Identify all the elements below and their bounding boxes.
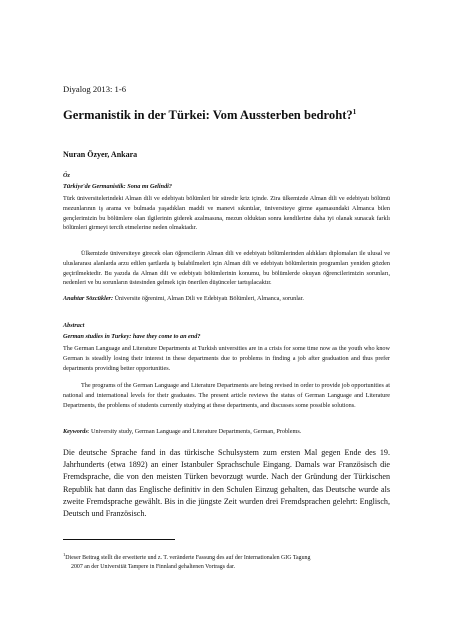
abstract-heading: Abstract bbox=[63, 322, 85, 329]
oz-paragraph-2 bbox=[63, 249, 390, 288]
abstract-paragraph-1-text: The German Language and Literature Departments at Turkish universities are in a crisis for some time now as the youth who know German is steadily losing their interest in these departments due to problems in finding a job after graduation and thus prefer departments providing better opportunities. bbox=[63, 345, 390, 372]
abstract-keywords bbox=[63, 427, 390, 437]
oz-paragraph-2-text: Ülkemizde üniversiteye girecek olan öğrencilerin Alman dili ve edebiyatı bölümlerinden aldıkları diplomaları ile ulusal ve uluslararası alanlarda arzu edilen şartlarda iş bulabilmeleri için Alman dili ve edebiyatı bölümlerinin programları yeniden gözden geçirilmektedir. Bu yazıda da Alman dili ve edebiyatı bölümlerinin konumu, bu bölümlerde okuyan öğrencilerimizin sorunları, nedenleri ve bu sorunların üstesinden gelmek için önerilen düşünceler tartışılacaktır. bbox=[63, 250, 390, 287]
oz-subtitle: Türkiye'de Germanistik: Sona mı Gelindi? bbox=[63, 183, 172, 190]
footnote-marker: 1 bbox=[63, 552, 66, 557]
oz-heading: Öz bbox=[63, 172, 70, 179]
footnote-divider bbox=[63, 539, 175, 540]
abstract-subtitle: German studies in Turkey: have they come to an end? bbox=[63, 333, 201, 340]
footnote bbox=[63, 551, 390, 572]
abstract-paragraph-1 bbox=[63, 344, 390, 373]
footnote-text-1: Dieser Beitrag stellt die erweiterte und z. T. veränderte Fassung des auf der Internationalen GIG Tagung bbox=[65, 555, 311, 561]
oz-keywords bbox=[63, 294, 390, 304]
title-footnote-marker[interactable]: 1 bbox=[352, 108, 357, 116]
abstract-paragraph-2 bbox=[63, 381, 390, 410]
abstract-keywords-text: : University study, German Language and Literature Departments, German, Problems. bbox=[87, 428, 302, 435]
oz-paragraph-1-text: Türk üniversitelerindeki Alman dili ve edebiyatı bölümleri bir süredir kriz içinde. Zira ülkemizde Alman dili ve edebiyatı bölümü mezunlarının iş arama ve bulmada yaşadıkları maddi ve manevi sıkıntılar, üniversiteye girme aşamasındaki Almanca bilen gençlerimizin bu bölümlere olan ilgilerinin giderek azalmasına, mezun olduktan sonra kendilerine daha iyi olanak sunacak farklı bölümleri girmeyi tercih etmelerine neden olmaktadır. bbox=[63, 195, 390, 232]
journal-reference: Diyalog 2013: 1-6 bbox=[63, 84, 127, 94]
footnote-line-1 bbox=[63, 551, 390, 563]
oz-keywords-text: Üniversite öğrenimi, Alman Dili ve Edebiyatı Bölümleri, Almanca, sorunlar. bbox=[113, 295, 304, 302]
abstract-paragraph-2-text: The programs of the German Language and Literature Departments are being revised in order to provide job opportunities at national and international levels for their graduates. The present article reviews the status of German Language and Literature Departments, the problems of students currently studying at these departments, and discusses some possible solutions. bbox=[63, 382, 390, 409]
oz-paragraph-1 bbox=[63, 194, 390, 233]
title-text: Germanistik in der Türkei: Vom Aussterben bedroht? bbox=[63, 108, 353, 122]
body-paragraph: Die deutsche Sprache fand in das türkische Schulsystem zum ersten Mal gegen Ende des 19. Jahrhunderts (etwa 1892) an einer Istanbuler Sprachschule Eingang. Damals war Französisch die Fremdsprache, die von den meisten Türken bevorzugt wurde. Nach der Gründung der Türkischen Republik hat dann das Englische definitiv in den Schulen Einzug gehalten, das Deutsche wurde als zweite Fremdsprache gewählt. Bis in die jüngste Zeit wurden drei Fremdsprachen gelehrt: Englisch, Deutsch und Französisch. bbox=[63, 448, 390, 519]
author-line: Nuran Özyer, Ankara bbox=[63, 150, 138, 159]
oz-keywords-label: Anahtar Sözcükler: bbox=[63, 295, 114, 302]
article-title bbox=[63, 108, 356, 123]
footnote-text-2: 2007 an der Universität Tampere in Finnland gehaltenen Vortrags dar. bbox=[71, 563, 236, 570]
abstract-keywords-label: Keywords bbox=[63, 428, 88, 435]
